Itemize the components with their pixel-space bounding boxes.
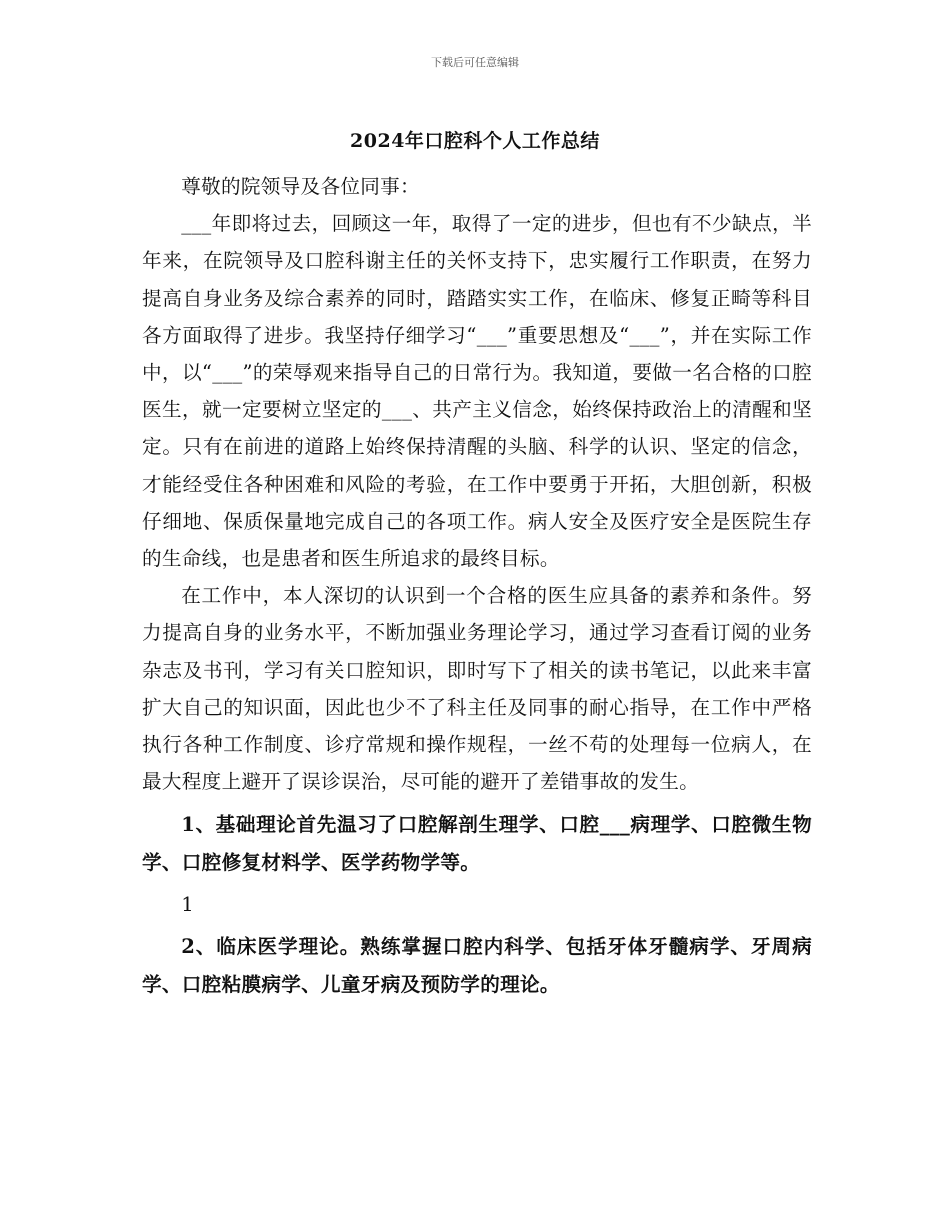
salutation: 尊敬的院领导及各位同事：: [181, 175, 420, 198]
document-body: [142, 168, 812, 1004]
page-number: 1: [181, 893, 194, 917]
header-note: 下载后可任意编辑: [431, 56, 519, 69]
paragraph-2: 在工作中，本人深切的认识到一个合格的医生应具备的素养和条件。努力提高自身的业务水平，不断加强业务理论学习，通过学习查看订阅的业务杂志及书刊，学习有关口腔知识，即时写下了相关的读书笔记，以此来丰富扩大自己的知识面，因此也少不了科主任及同事的耐心指导，在工作中严格执行各种工作制度、诊疗常规和操作规程，一丝不苟的处理每一位病人，在最大程度上避开了误诊误治，尽可能的避开了差错事故的发生。: [142, 584, 812, 794]
paragraph-1: ___年即将过去，回顾这一年，取得了一定的进步，但也有不少缺点，半年来，在院领导及口腔科谢主任的关怀支持下，忠实履行工作职责，在努力提高自身业务及综合素养的同时，踏踏实实工作，在临床、修复正畸等科目各方面取得了进步。我坚持仔细学习“___”重要思想及“___”，并在实际工作中，以“___”的荣辱观来指导自己的日常行为。我知道，要做一名合格的口腔医生，就一定要树立坚定的___、共产主义信念，始终保持政治上的清醒和坚定。只有在前进的道路上始终保持清醒的头脑、科学的认识、坚定的信念，才能经受住各种困难和风险的考验，在工作中要勇于开拓，大胆创新，积极仔细地、保质保量地完成自己的各项工作。病人安全及医疗安全是医院生存的生命线，也是患者和医生所追求的最终目标。: [142, 212, 812, 571]
page-title: 2024年口腔科个人工作总结: [350, 130, 600, 152]
item-1: 1、基础理论首先温习了口腔解剖生理学、口腔___病理学、口腔微生物学、口腔修复材料学、医学药物学等。: [142, 813, 812, 875]
item-2: 2、临床医学理论。熟练掌握口腔内科学、包括牙体牙髓病学、牙周病学、口腔粘膜病学、儿童牙病及预防学的理论。: [142, 934, 812, 996]
